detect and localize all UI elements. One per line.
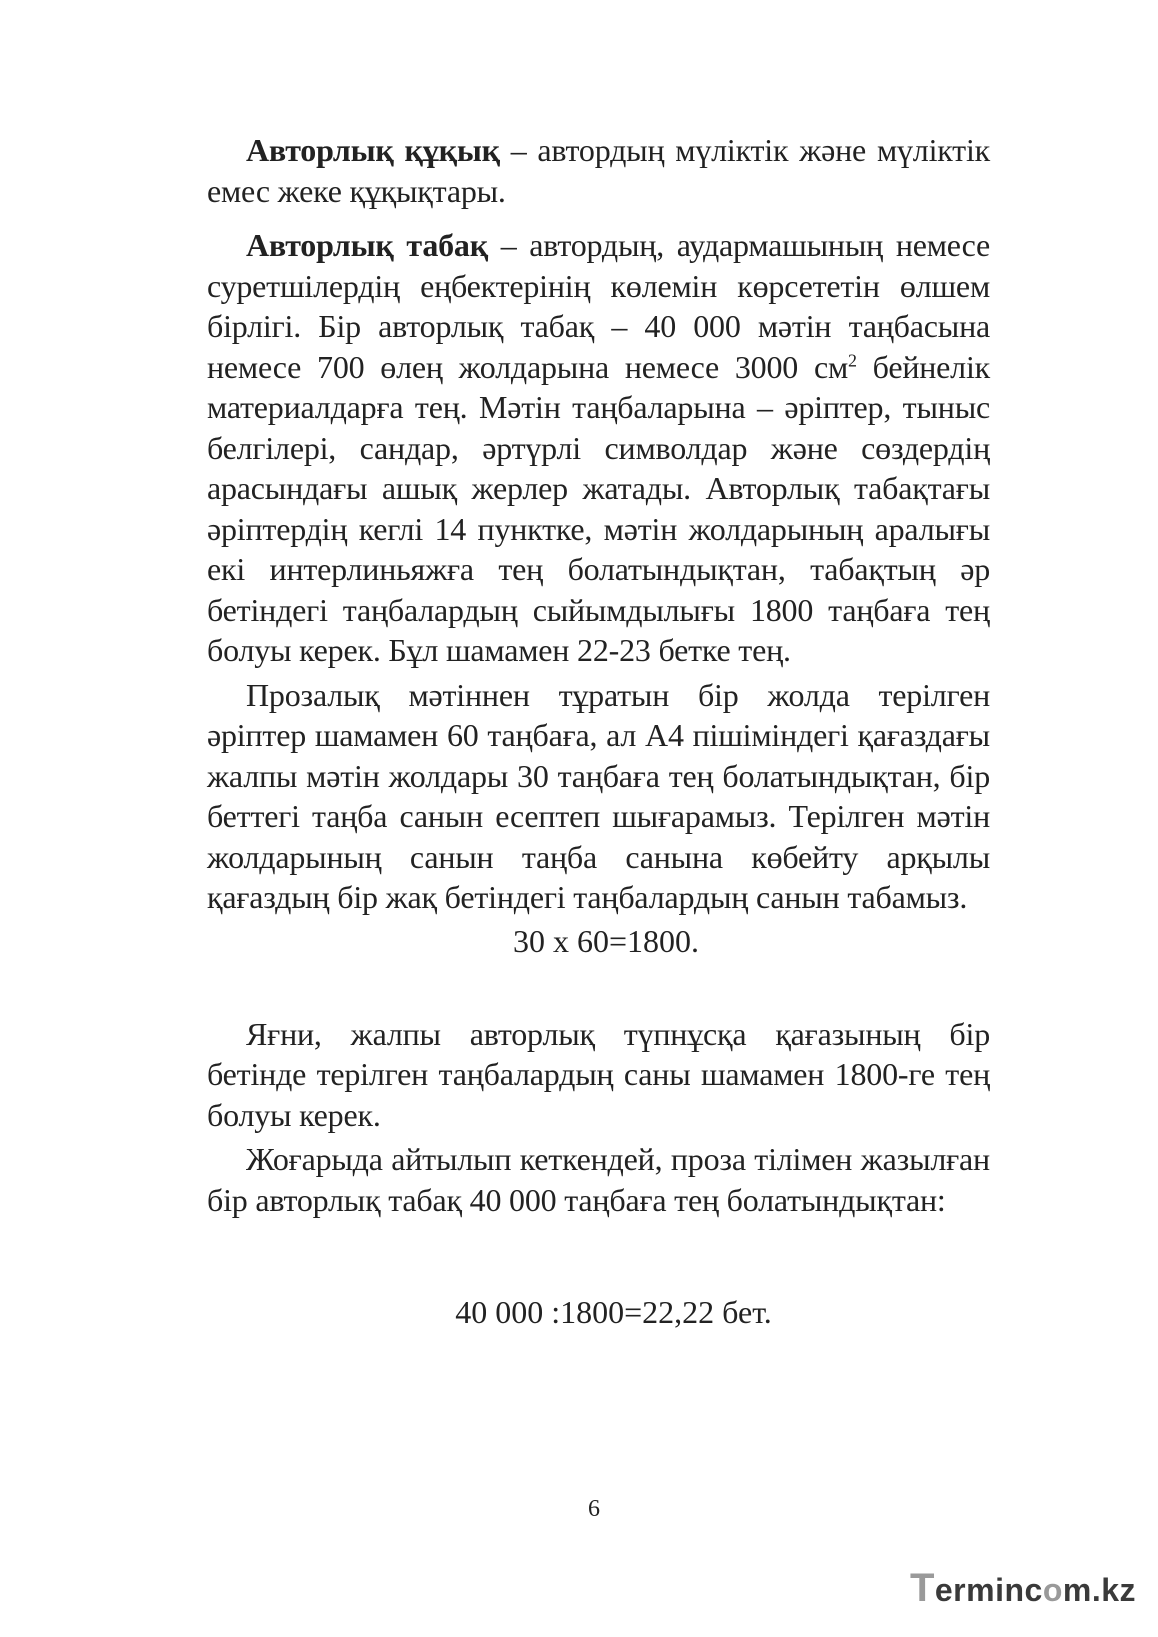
definition-avtorlyk-tabak-part2: бейнелік материалдарға тең. Мәтін таңбаларына – әріптер, тыныс белгілері, сандар, әртүрлі символдар және сөздердің арасындағы ашық жерлер жатады. Авторлық табақтағы әріптердің кеглі 14 пунктке, мәтін жолдарының аралығы екі интерлиньяжға тең болатындықтан, табақтың әр бетіндегі таңбалардың сыйымдылығы 1800 таңбаға тең болуы керек. Бұл шамамен 22-23 бетке тең. [207, 348, 990, 668]
superscript-square: 2 [848, 349, 857, 370]
document-page [207, 130, 990, 1332]
term-avtorlyk-tabak: Авторлық табақ [246, 227, 488, 263]
paragraph-prose-calculation: Прозалық мәтіннен тұратын бір жолда терілген әріптер шамамен 60 таңбаға, ал А4 пішіміндегі қағаздағы жалпы мәтін жолдары 30 таңбаға тең болатындықтан, бір беттегі таңба санын есептеп шығарамыз. Терілген мәтін жолдарының санын таңба санына көбейту арқылы қағаздың бір жақ бетіндегі таңбалардың санын табамыз. [207, 676, 990, 915]
definition-avtorlyk-tabak-part1: – автордың, аудармашының немесе суретшілердің еңбектерінің көлемін көрсететін өлшем бірлігі. Бір авторлық табақ – 40 000 мәтін таңбасына немесе 700 өлең жолдарына немесе 3000 см [207, 227, 990, 385]
watermark-text-a: erminc [934, 1572, 1043, 1608]
site-watermark-logo [910, 1566, 1136, 1611]
term-avtorlyk-kukyk: Авторлық құқық [246, 132, 500, 168]
definition-avtorlyk-kukyk: – автордың мүліктік және мүліктік емес жеке құқықтары. [207, 132, 991, 209]
watermark-letter-o: o [1042, 1572, 1063, 1608]
formula-pages-per-tabak: 40 000 :1800=22,22 бет. [455, 1294, 772, 1330]
watermark-letter-t: T [909, 1566, 935, 1610]
paragraph-avtorlyk-tabak [207, 225, 990, 671]
paragraph-conclusion: Яғни, жалпы авторлық түпнұсқа қағазының бір бетінде терілген таңбалардың саны шамамен 1800-ге тең болуы керек. [207, 1015, 990, 1133]
paragraph-prose-tabak: Жоғарыда айтылып кеткендей, проза тілімен жазылған бір авторлық табақ 40 000 таңбаға тең болатындықтан: [207, 1141, 990, 1218]
formula-chars-per-page: 30 х 60=1800. [512, 922, 700, 959]
watermark-text-b: m.kz [1062, 1572, 1136, 1608]
spacer [207, 961, 990, 1010]
paragraph-avtorlyk-kukyk [207, 130, 990, 211]
page-number: 6 [588, 1496, 600, 1522]
